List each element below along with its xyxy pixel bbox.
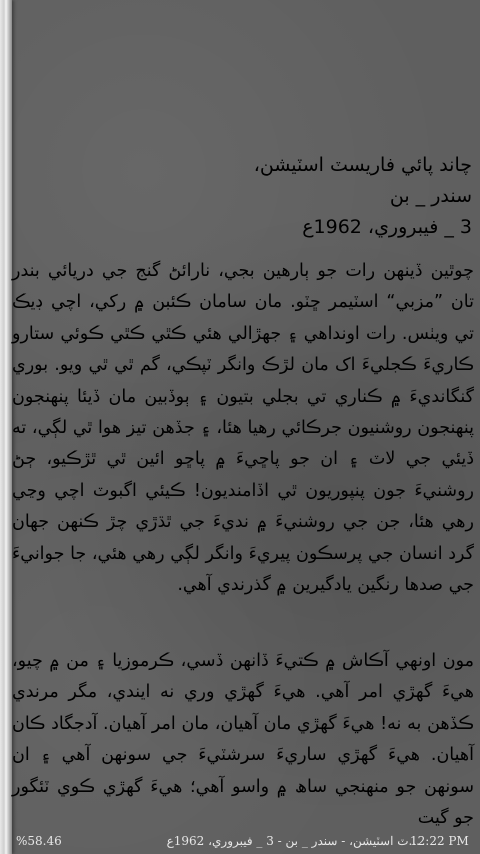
heading-place: چاند پائي فاريسٽ اسٽيشن، xyxy=(253,154,472,176)
heading-date: 3 _ فيبروري، 1962ع xyxy=(302,216,472,238)
body-paragraph: مون اونھي آڪاش ۾ ڪتيءَ ڏانھن ڏسي، ڪرموزيا ۽ من ۾ چيو، ھيءَ گھڙي امر آھي. ھيءَ گھڙي وري نه ايندي، مگر مرندي ڪڏھن به نه! ھيءَ گھڙي مان آھيان، مان امر آھيان. آدجگاد ڪان آھيان. ھيءَ گھڙي ساريءَ سرشٽيءَ جي سونھن آھي ۽ ان سونھن جو منھنجي ساھ ۾ واسو آھي؛ ھيءَ گھڙي ڪوي ٽئگور جو گيت xyxy=(12,651,474,829)
reader-page[interactable] xyxy=(12,0,476,828)
body-paragraph: چوٿين ڏينھن رات جو ٻارھين بجي، نارائڻ گنج جي دريائي بندر تان ”مزبي“ اسٽيمر ڇٽو. مان سامان ڪئبن ۾ رکي، اچي ڊيڪ تي ويٺس. رات اونداھي ۽ جھڙالي ھئي ڪٿي ڪٿي ڪوئي ستارو ڪاريءَ ڪجليءَ اک مان لڙڪ وانگر ٽپڪي، گم ٿي ٿي ويو. بوري گنگانديءَ ۾ ڪناري تي بجلي بتيون ۽ ٻوڏبين مان ڏيئا پنھنجون پنھنجون روشنيون جرڪائي رهيا ھئا، ۽ جڏھن تيز ھوا ٿي لڳي، ته ڏيئي جي لاٽ ۽ ان جو پاڇيءَ ۾ پاڇو ائين ٿي ٿڙڪيو، ڄڻ روشنيءَ جون پنپوريون ٿي اڏامنديون! ڪيئي اگبوٽ اچي وڃي رهي ھئا، جن جي روشنيءَ ۾ نديءَ جي ٿڌڙي چڙ ڪنھن جھان گرد انسان جي پرسڪون پيريءَ وانگر لڳي رهي ھئي، جا جوانيءَ جي صدھا رنگين يادگيرين ۾ گذرندي آھي. xyxy=(12,261,474,596)
reading-progress-percent: %58.46 xyxy=(16,834,62,848)
page-curl-edge xyxy=(0,0,12,854)
status-footer xyxy=(0,828,480,854)
clock: 12:22 PM xyxy=(410,834,469,848)
entry-heading xyxy=(32,150,472,243)
chapter-title: ...ٽ اسٽيشن، - سندر _ بن - 3 _ فيبروري، 1962ع xyxy=(166,834,420,848)
heading-region: سندر _ بن xyxy=(389,185,472,207)
